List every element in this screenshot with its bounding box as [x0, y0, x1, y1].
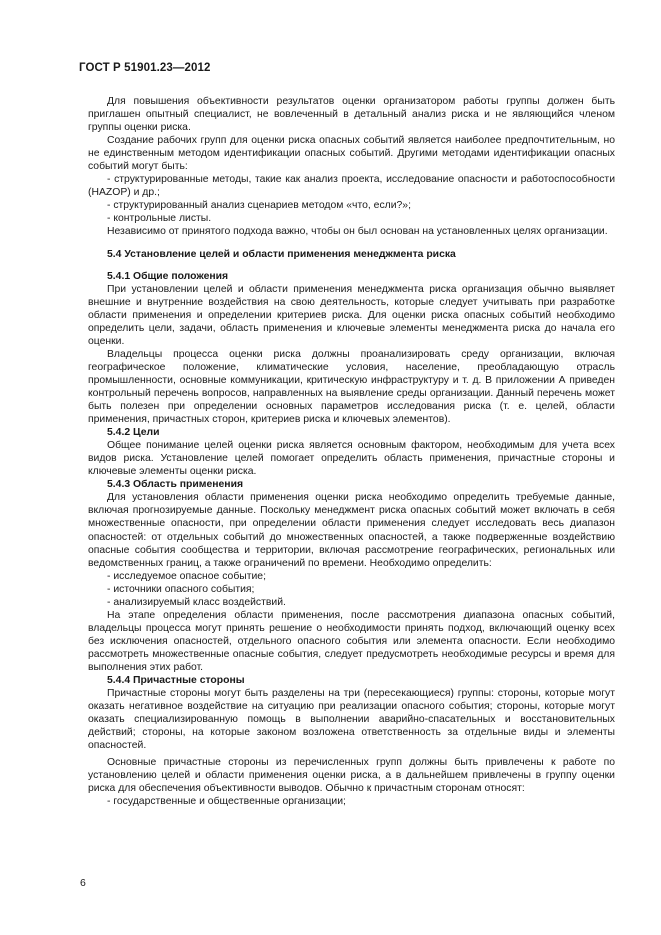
section-heading-5-4-2: 5.4.2 Цели — [107, 427, 160, 439]
paragraph: Создание рабочих групп для оценки риска опасных событий является наиболее предпочтительным, но не единственным методом идентификации опасных событий. Другими методами идентификации опасных событий могут быть: — [88, 135, 615, 173]
paragraph: При установлении целей и области применения менеджмента риска организация обычно выявляет внешние и внутренние воздействия на свою деятельность, которые следует учитывать при разработке области применения и определении критериев риска. Для оценки риска опасных событий необходимо определить цели, задачи, область применения и ключевые элементы менеджмента риска до начала его оценки. — [88, 283, 615, 347]
list-item: - структурированный анализ сценариев методом «что, если?»; — [107, 200, 411, 212]
paragraph: Владельцы процесса оценки риска должны проанализировать среду организации, включая географическое положение, климатические условия, население, преобладающую отрасль промышленности, основные коммуникации, критическую инфраструктуру и т. д. В приложении А приведен контрольный перечень вопросов, направленных на выявление среды организации. Данный перечень может быть полезен при определении основных параметров исследования риска (т. е. целей, области применения, причастных сторон, критериев риска и ключевых элементов). — [88, 348, 615, 426]
list-item: - государственные и общественные организации; — [107, 796, 346, 808]
paragraph: Независимо от принятого подхода важно, чтобы он был основан на установленных целях организации. — [107, 226, 608, 238]
paragraph: На этапе определения области применения, после рассмотрения диапазона опасных событий, владельцы процесса могут принять решение о необходимости принять подход, включающий оценку всех без исключения опасностей, отдельного опасного события или элемента опасности. Если необходимо рассмотреть множественные опасные события, следует предусмотреть необходимые ресурсы и время для выполнения этих работ. — [88, 609, 615, 673]
document-body — [88, 95, 615, 808]
document-header: ГОСТ Р 51901.23—2012 — [79, 62, 211, 74]
paragraph: Для повышения объективности результатов оценки организатором работы группы должен быть приглашен опытный специалист, не вовлеченный в детальный анализ риска и не являющийся членом группы оценки риска. — [88, 96, 615, 134]
paragraph: Общее понимание целей оценки риска является основным фактором, необходимым для учета всех видов риска. Установление целей помогает определить область применения, причастные стороны и ключевые элементы оценки риска. — [88, 440, 615, 478]
paragraph: Причастные стороны могут быть разделены на три (пересекающиеся) группы: стороны, которые могут оказать негативное воздействие на ситуацию при реализации опасного события; стороны, которые могут оказать специализированную помощь в выполнении аварийно-спасательных и восстановительных действий; стороны, на которые законом возложена ответственность за отдельные виды и элементы опасностей. — [88, 688, 615, 752]
section-heading-5-4-1: 5.4.1 Общие положения — [107, 270, 229, 282]
list-item: - контрольные листы. — [107, 213, 212, 225]
paragraph: Основные причастные стороны из перечисленных групп должны быть привлечены к работе по установлению целей и области применения оценки риска, а в дальнейшем привлечены в группу оценки риска для обеспечения объективности выводов. Обычно к причастным сторонам относят: — [88, 757, 615, 795]
paragraph: Для установления области применения оценки риска необходимо определить требуемые данные, включая прогнозируемые данные. Поскольку менеджмент риска опасных событий может включать в себя множественные опасности, при определении области применения следует исследовать весь диапазон опасностей: от отдельных событий до множественных опасностей, а также подверженные воздействию опасные события сообщества и территории, включая рассмотрение географических, региональных или ведомственных границ, а также ограничений по времени. Необходимо определить: — [88, 492, 615, 569]
list-item: - исследуемое опасное событие; — [107, 570, 266, 582]
section-heading-5-4-3: 5.4.3 Область применения — [107, 479, 244, 491]
section-heading-5-4: 5.4 Установление целей и области применения менеджмента риска — [107, 248, 456, 260]
section-heading-5-4-4: 5.4.4 Причастные стороны — [107, 675, 245, 687]
list-item: - источники опасного события; — [107, 583, 255, 595]
page-number: 6 — [80, 877, 86, 889]
list-item: - анализируемый класс воздействий. — [107, 596, 286, 608]
list-item: - структурированные методы, такие как анализ проекта, исследование опасности и работоспособности (HAZOP) и др.; — [88, 174, 615, 199]
